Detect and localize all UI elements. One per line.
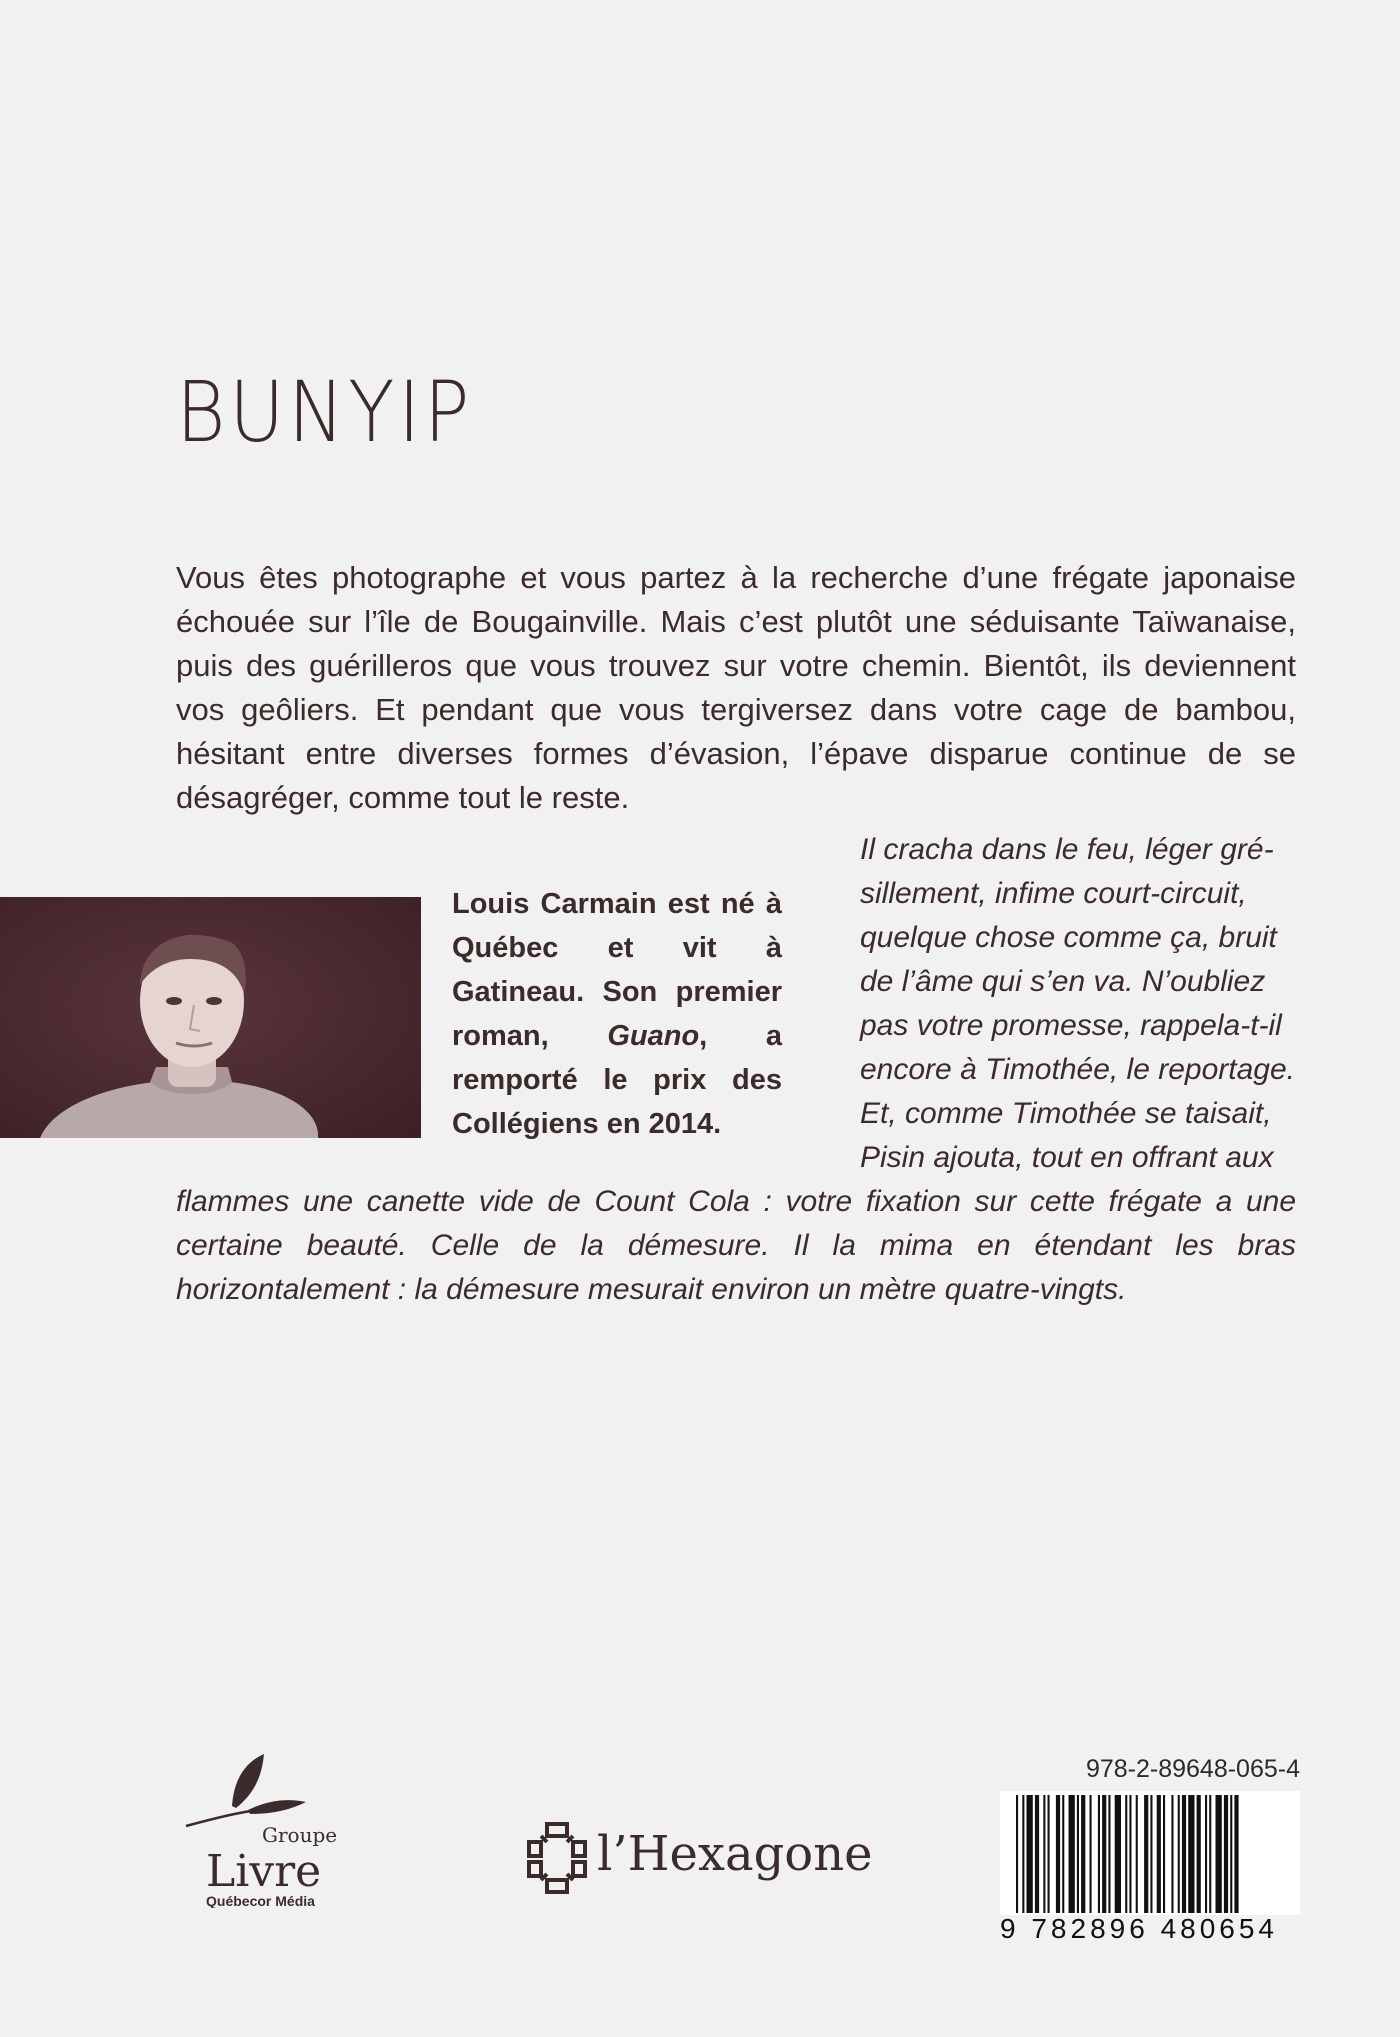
barcode-bar [1108, 1795, 1110, 1913]
barcode-bar [1043, 1795, 1045, 1913]
groupe-label: Groupe [262, 1823, 338, 1847]
barcode-bar [1182, 1795, 1186, 1913]
book-title: BUNYIP [176, 363, 474, 461]
barcode-bar [1205, 1795, 1207, 1913]
barcode-bar [1077, 1795, 1079, 1913]
barcode-bar [1197, 1795, 1201, 1913]
author-bio-text: Louis Carmain est né à Québec et vit à Gatineau. Son premier roman, [452, 888, 782, 1052]
excerpt-line: sillement, infime court-circuit, [860, 877, 1247, 910]
barcode-bar [1178, 1795, 1180, 1913]
leaf-icon [232, 1754, 264, 1808]
isbn-number: 978-2-89648-065-4 [1085, 1755, 1300, 1783]
excerpt-line: pas votre promesse, rappela-t-il [860, 1009, 1282, 1042]
excerpt-line: encore à Timothée, le reportage. [860, 1053, 1295, 1086]
author-bio-text-end: , a remporté le prix des Collégiens en 2014. [452, 1020, 782, 1140]
barcode-bar [1224, 1795, 1228, 1913]
barcode-bar [1098, 1795, 1100, 1913]
barcode-bar [1081, 1795, 1085, 1913]
barcode-bar [1209, 1795, 1211, 1913]
barcode-bar [1016, 1795, 1018, 1913]
barcode-bar [1027, 1795, 1033, 1913]
barcode-bar [1048, 1795, 1050, 1913]
barcode-bars [1000, 1791, 1300, 1915]
barcode-bar [1171, 1795, 1173, 1913]
excerpt-column [860, 828, 1296, 1180]
barcode-bar [1022, 1795, 1024, 1913]
livre-label: Livre [206, 1846, 322, 1897]
hexagone-logo [525, 1818, 885, 1898]
barcode-bar [1115, 1795, 1121, 1913]
barcode-bar [1144, 1795, 1148, 1913]
barcode-bar [1090, 1795, 1092, 1913]
barcode-bar [1102, 1795, 1106, 1913]
barcode-bar [1056, 1795, 1060, 1913]
hexagone-wordmark: l’Hexagone [597, 1826, 873, 1882]
isbn-barcode [1000, 1755, 1300, 1955]
barcode-bar [1069, 1795, 1075, 1913]
barcode-bar [1136, 1795, 1138, 1913]
book-reference: Guano [607, 1020, 700, 1052]
excerpt-line: de l’âme qui s’en va. N’oubliez [860, 965, 1266, 998]
excerpt-line: Et, comme Timothée se taisait, [860, 1097, 1272, 1130]
excerpt-line: quelque chose comme ça, bruit [860, 921, 1277, 954]
barcode-bar [1150, 1795, 1152, 1913]
excerpt-full-width: flammes une canette vide de Count Cola : votre fixation sur cette frégate a une certaine beauté. Celle de la démesure. Il la mima en étendant les bras horizontalement : la démesure mesurait environ un mètre quatre-vingts. [176, 1185, 1296, 1306]
barcode-bar [1035, 1795, 1039, 1913]
barcode-bar [1062, 1795, 1064, 1913]
barcode-bar [1125, 1795, 1127, 1913]
barcode-bar [1129, 1795, 1131, 1913]
barcode-digits: 9 782896 480654 [1000, 1913, 1278, 1944]
barcode-bar [1234, 1795, 1238, 1913]
book-summary: Vous êtes photographe et vous partez à la recherche d’une frégate japonaise échouée sur l’île de Bougainville. Mais c’est plutôt une séduisante Taïwanaise, puis des guérilleros que vous trouvez sur votre chemin. Bientôt, ils deviennent vos geôliers. Et pendant que vous tergiversez dans votre cage de bambou, hésitant entre diverses formes d’évasion, l’épave disparue continue de se désagréger, comme tout le reste. [176, 560, 1296, 815]
barcode-bar [1188, 1795, 1194, 1913]
barcode-bar [1157, 1795, 1161, 1913]
excerpt-line: Pisin ajouta, tout en offrant aux [860, 1141, 1274, 1174]
quebecor-label: Québecor Média [206, 1893, 315, 1908]
excerpt-line: Il cracha dans le feu, léger gré- [860, 833, 1274, 866]
book-excerpt [176, 828, 1296, 1312]
groupe-livre-logo [176, 1748, 366, 1908]
barcode-bar [1230, 1795, 1232, 1913]
barcode-bar [1163, 1795, 1165, 1913]
hexagon-emblem-icon [525, 1818, 589, 1898]
barcode-bar [1216, 1795, 1222, 1913]
